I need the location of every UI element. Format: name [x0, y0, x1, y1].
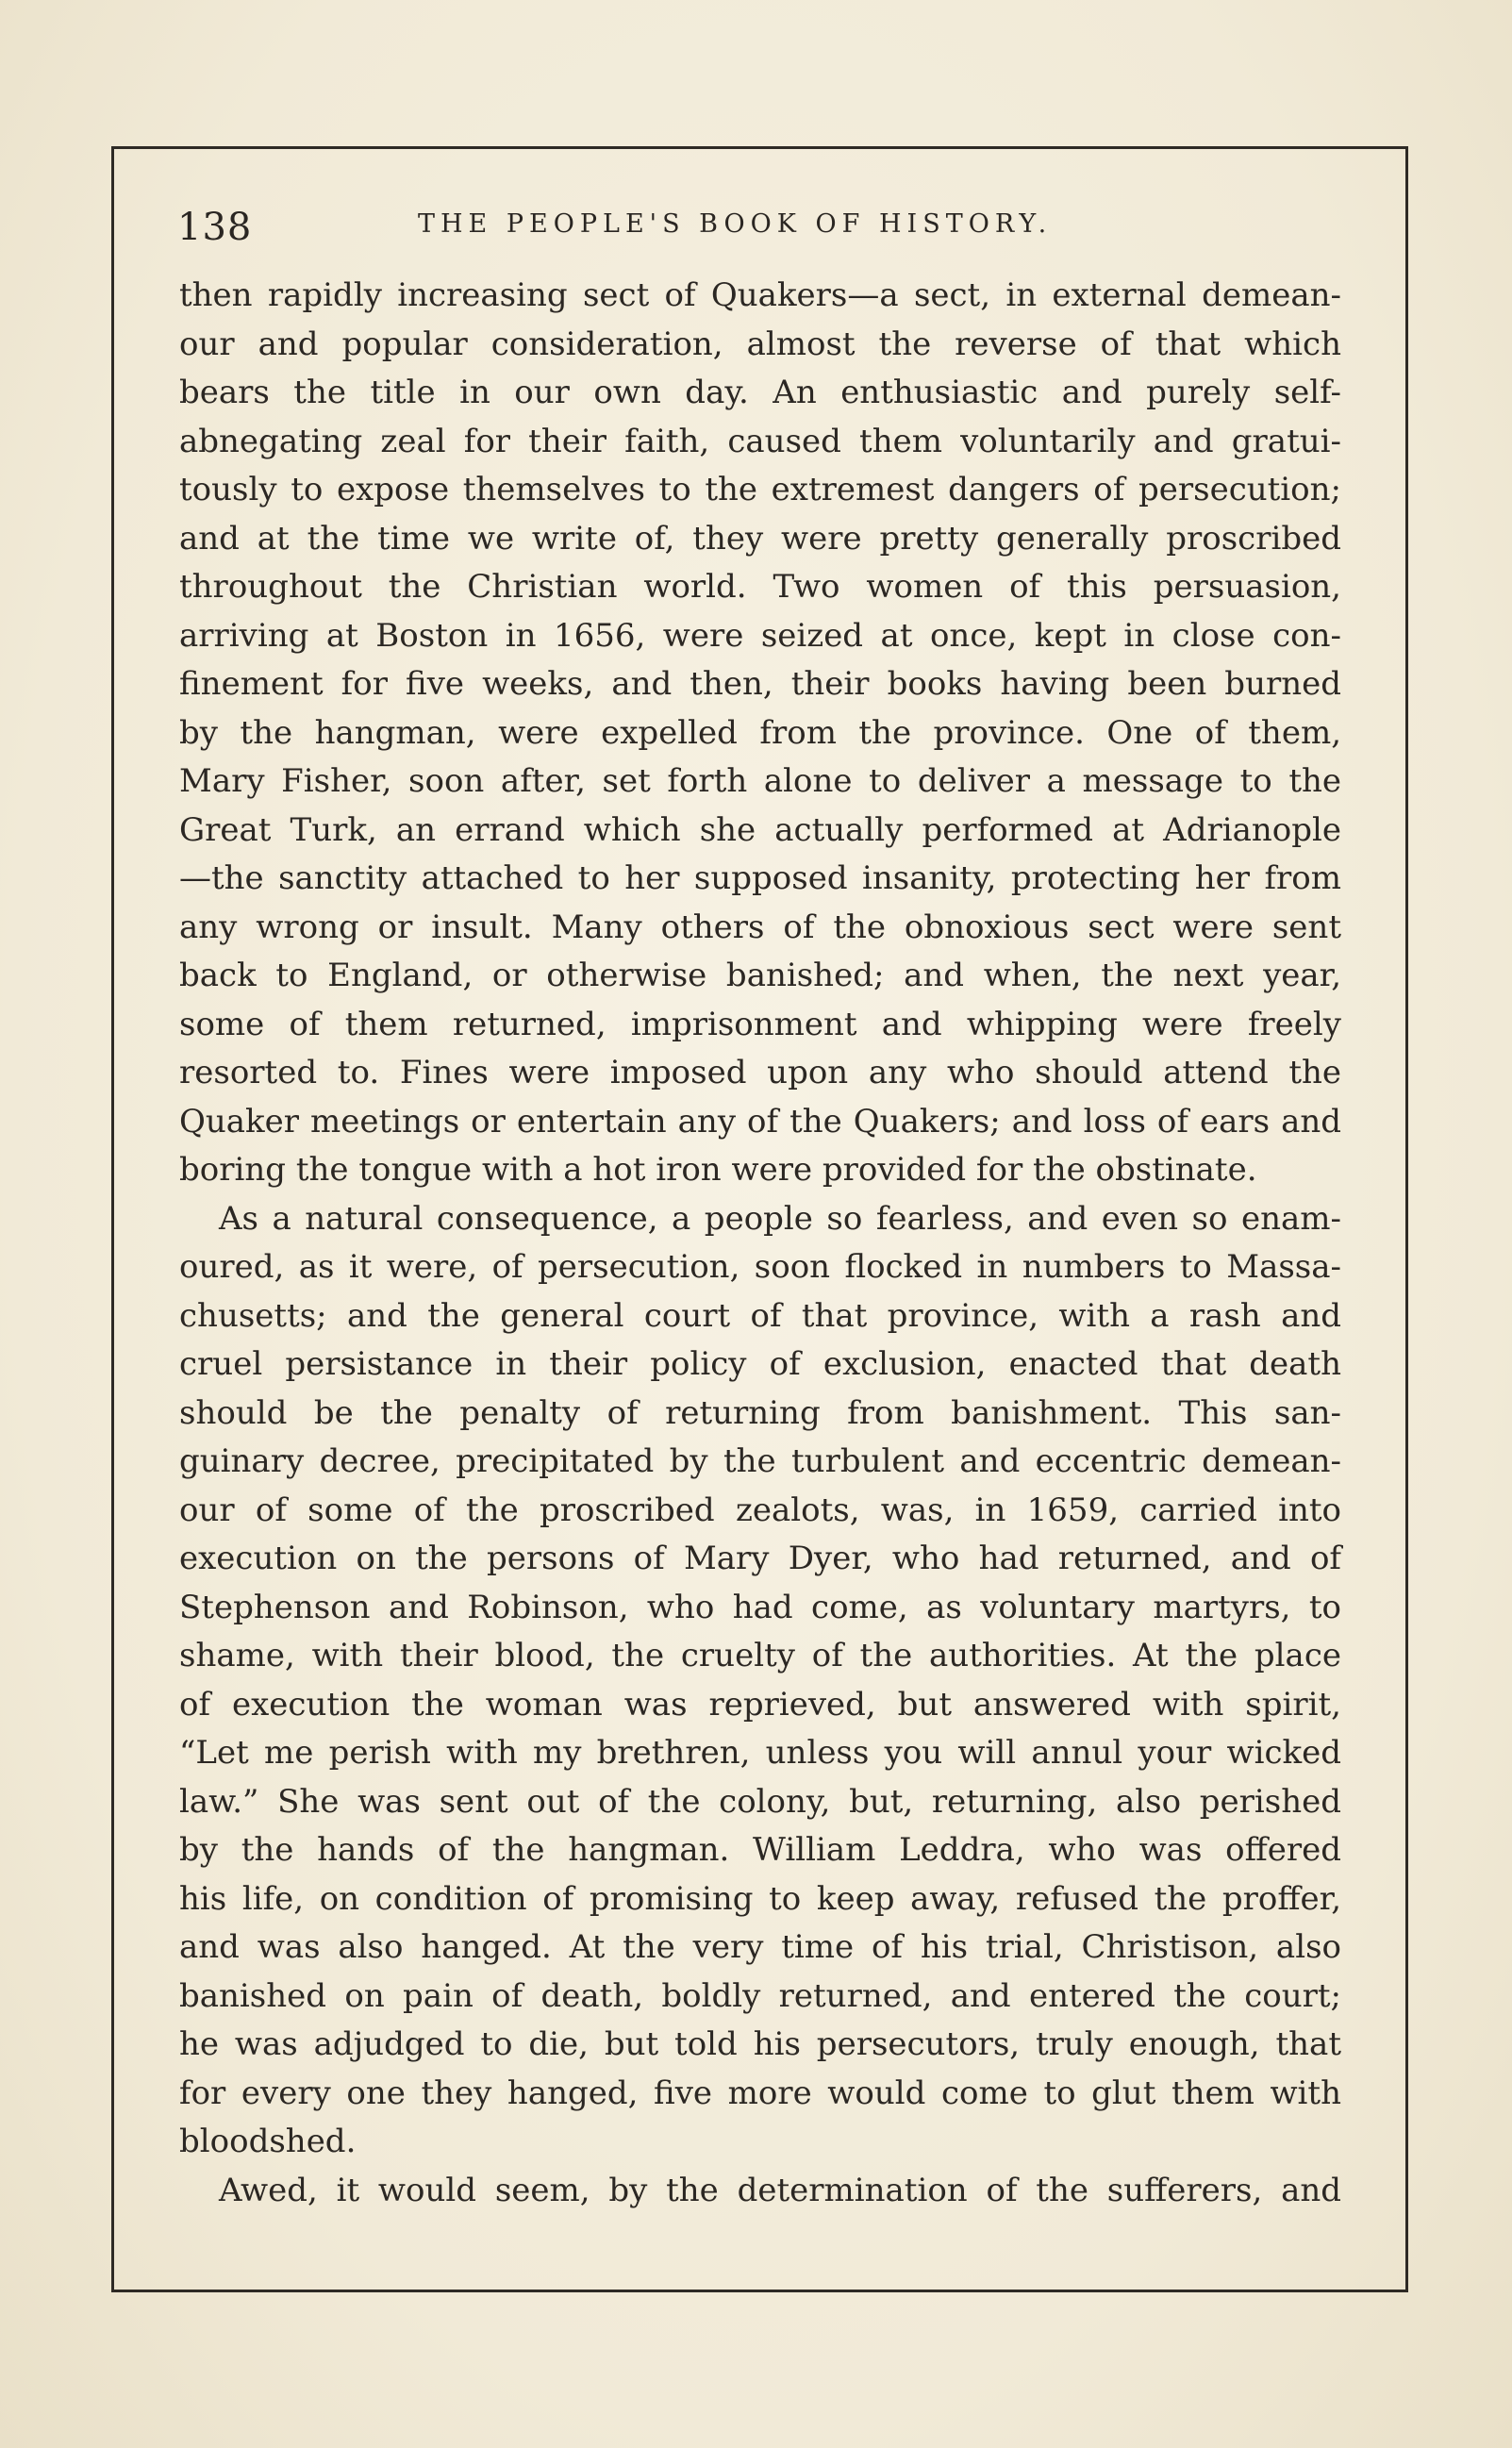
text-line: Mary Fisher, soon after, set forth alone to deliver a message to the [179, 762, 1341, 800]
text-line: should be the penalty of returning from banishment. This san- [179, 1393, 1341, 1432]
paragraph-first-line: Awed, it would seem, by the determination of the sufferers, and [219, 2171, 1341, 2209]
text-line: guinary decree, precipitated by the turbulent and eccentric demean- [179, 1442, 1341, 1480]
text-line: of execution the woman was reprieved, but answered with spirit, [179, 1685, 1341, 1724]
text-line: Stephenson and Robinson, who had come, as voluntary martyrs, to [179, 1588, 1341, 1626]
text-line: “Let me perish with my brethren, unless you will annul your wicked [179, 1734, 1341, 1772]
text-line: oured, as it were, of persecution, soon flocked in numbers to Massa- [179, 1248, 1341, 1286]
text-line: our and popular consideration, almost the reverse of that which [179, 325, 1341, 363]
text-line: some of them returned, imprisonment and whipping were freely [179, 1005, 1341, 1043]
paragraph-first-line: As a natural consequence, a people so fearless, and even so enam- [219, 1199, 1341, 1238]
text-line: cruel persistance in their policy of exclusion, enacted that death [179, 1345, 1341, 1383]
text-line: bloodshed. [179, 2123, 357, 2160]
text-line: tously to expose themselves to the extremest dangers of persecution; [179, 471, 1341, 508]
text-line: our of some of the proscribed zealots, was, in 1659, carried into [179, 1490, 1341, 1529]
text-line: boring the tongue with a hot iron were provided for the obstinate. [179, 1151, 1257, 1189]
text-line: shame, with their blood, the cruelty of the authorities. At the place [179, 1637, 1341, 1674]
page-number: 138 [177, 206, 253, 249]
text-line: abnegating zeal for their faith, caused them voluntarily and gratui- [179, 422, 1341, 460]
text-line: back to England, or otherwise banished; and when, the next year, [179, 957, 1341, 994]
text-line: arriving at Boston in 1656, were seized at once, kept in close con- [179, 616, 1341, 655]
text-line: his life, on condition of promising to keep away, refused the proffer, [179, 1879, 1341, 1918]
text-line: resorted to. Fines were imposed upon any who should attend the [179, 1054, 1341, 1091]
text-line: finement for five weeks, and then, their books having been burned [179, 665, 1341, 703]
text-line: execution on the persons of Mary Dyer, who had returned, and of [179, 1540, 1341, 1577]
text-line: —the sanctity attached to her supposed insanity, protecting her from [179, 859, 1341, 897]
text-line: by the hands of the hangman. William Leddra, who was offered [179, 1831, 1341, 1869]
text-line: then rapidly increasing sect of Quakers—a sect, in external demean- [179, 276, 1341, 314]
text-line: he was adjudged to die, but told his persecutors, truly enough, that [179, 2025, 1341, 2063]
text-line: throughout the Christian world. Two women of this persuasion, [179, 568, 1341, 606]
text-line: and at the time we write of, they were pretty generally proscribed [179, 519, 1341, 558]
text-line: for every one they hanged, five more would come to glut them with [179, 2073, 1341, 2112]
body-text [179, 272, 1341, 2215]
text-line: banished on pain of death, boldly returned, and entered the court; [179, 1976, 1341, 2015]
running-head: THE PEOPLE'S BOOK OF HISTORY. [418, 209, 1053, 239]
text-line: by the hangman, were expelled from the province. One of them, [179, 713, 1341, 752]
text-line: law.” She was sent out of the colony, but, returning, also perished [179, 1782, 1341, 1821]
text-line: chusetts; and the general court of that province, with a rash and [179, 1296, 1341, 1335]
text-line: bears the title in our own day. An enthusiastic and purely self- [179, 374, 1341, 411]
text-line: any wrong or insult. Many others of the obnoxious sect were sent [179, 908, 1341, 946]
text-line: and was also hanged. At the very time of his trial, Christison, also [179, 1928, 1341, 1966]
text-line: Quaker meetings or entertain any of the Quakers; and loss of ears and [179, 1102, 1341, 1141]
text-line: Great Turk, an errand which she actually performed at Adrianople [179, 810, 1341, 849]
page-header [177, 196, 1347, 253]
